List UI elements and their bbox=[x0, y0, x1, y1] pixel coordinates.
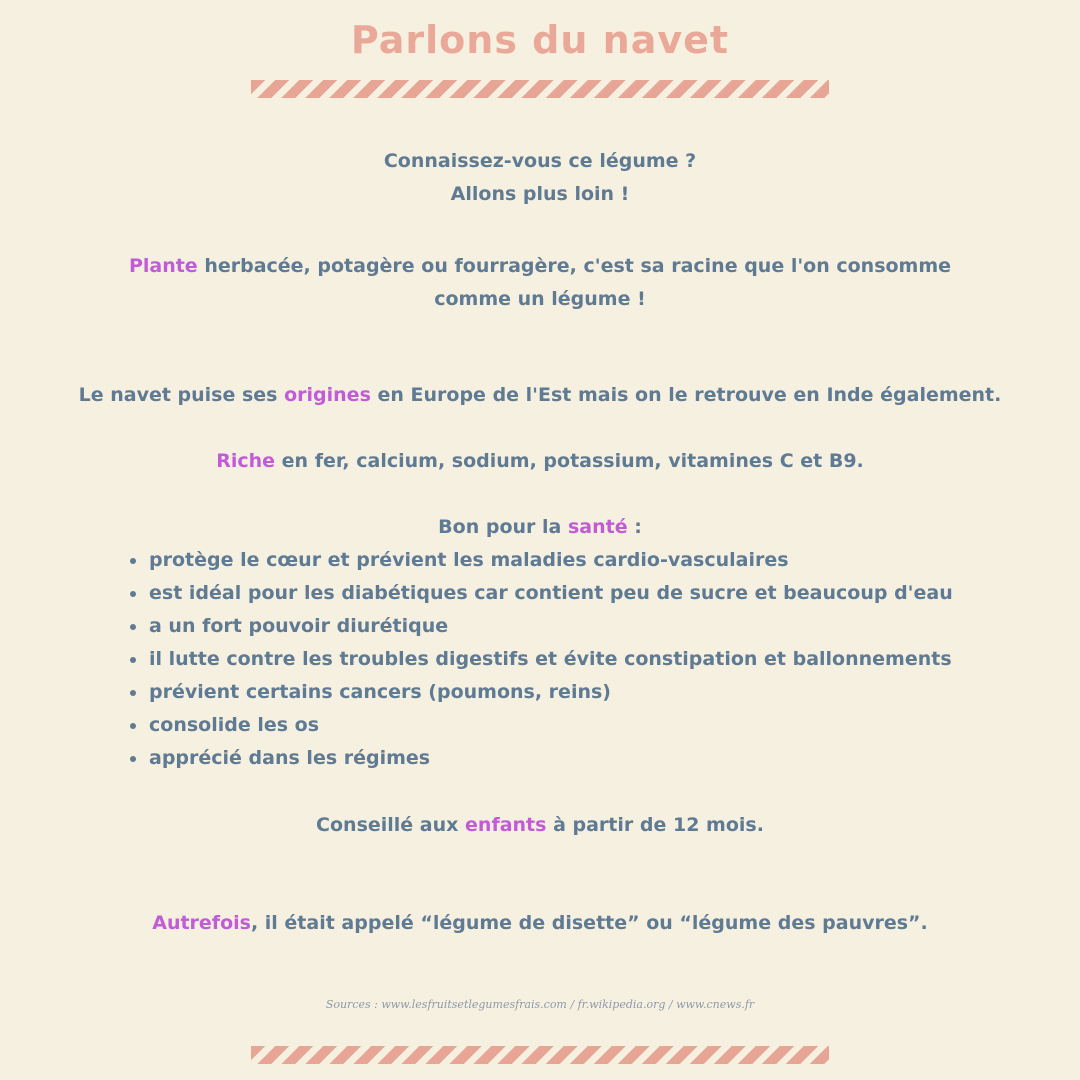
intro-subtitle: Allons plus loin ! bbox=[450, 183, 630, 205]
riche-paragraph bbox=[0, 448, 1080, 474]
origines-before: Le navet puise ses bbox=[78, 384, 285, 406]
autrefois-after: , il était appelé “légume de disette” ou “légume des pauvres”. bbox=[250, 912, 928, 934]
sources-note: Sources : www.lesfruitsetlegumesfrais.com / fr.wikipedia.org / www.cnews.fr bbox=[325, 998, 755, 1011]
top-stripe-divider bbox=[251, 80, 829, 98]
autrefois-paragraph bbox=[0, 910, 1080, 936]
list-item-text: est idéal pour les diabétiques car contient peu de sucre et beaucoup d'eau bbox=[149, 582, 953, 604]
riche-highlight: Riche bbox=[216, 450, 276, 472]
list-item-text: prévient certains cancers (poumons, reins) bbox=[149, 681, 611, 703]
bullet-dot-icon bbox=[130, 558, 136, 564]
sante-highlight: santé bbox=[567, 516, 628, 538]
plante-paragraph bbox=[100, 250, 980, 316]
sante-list bbox=[127, 544, 953, 775]
list-item bbox=[127, 643, 953, 676]
plante-text: herbacée, potagère ou fourragère, c'est sa racine que l'on consomme comme un légume ! bbox=[197, 255, 952, 310]
list-item bbox=[127, 742, 953, 775]
bullet-dot-icon bbox=[130, 591, 136, 597]
bullet-dot-icon bbox=[130, 723, 136, 729]
page-title: Parlons du navet bbox=[350, 18, 730, 62]
list-item bbox=[127, 709, 953, 742]
autrefois-highlight: Autrefois bbox=[152, 912, 251, 934]
sante-heading bbox=[0, 514, 1080, 540]
origines-paragraph bbox=[0, 382, 1080, 408]
intro-question: Connaissez-vous ce légume ? bbox=[383, 150, 697, 172]
list-item-text: il lutte contre les troubles digestifs et évite constipation et ballonnements bbox=[149, 648, 952, 670]
plante-highlight: Plante bbox=[128, 255, 198, 277]
bullet-dot-icon bbox=[130, 624, 136, 630]
list-item bbox=[127, 676, 953, 709]
origines-after: en Europe de l'Est mais on le retrouve en Inde également. bbox=[370, 384, 1002, 406]
bullet-dot-icon bbox=[130, 690, 136, 696]
list-item-text: protège le cœur et prévient les maladies cardio-vasculaires bbox=[149, 549, 789, 571]
enfants-paragraph bbox=[0, 812, 1080, 838]
riche-after: en fer, calcium, sodium, potassium, vitamines C et B9. bbox=[275, 450, 864, 472]
list-item-text: a un fort pouvoir diurétique bbox=[149, 615, 449, 637]
enfants-before: Conseillé aux bbox=[316, 814, 466, 836]
list-item bbox=[127, 544, 953, 577]
origines-highlight: origines bbox=[284, 384, 371, 406]
sante-before: Bon pour la bbox=[438, 516, 568, 538]
enfants-after: à partir de 12 mois. bbox=[546, 814, 764, 836]
list-item bbox=[127, 610, 953, 643]
sante-after: : bbox=[627, 516, 642, 538]
bottom-stripe-divider bbox=[251, 1046, 829, 1064]
list-item-text: apprécié dans les régimes bbox=[149, 747, 431, 769]
list-item bbox=[127, 577, 953, 610]
bullet-dot-icon bbox=[130, 657, 136, 663]
bullet-dot-icon bbox=[130, 756, 136, 762]
list-item-text: consolide les os bbox=[149, 714, 320, 736]
enfants-highlight: enfants bbox=[465, 814, 547, 836]
